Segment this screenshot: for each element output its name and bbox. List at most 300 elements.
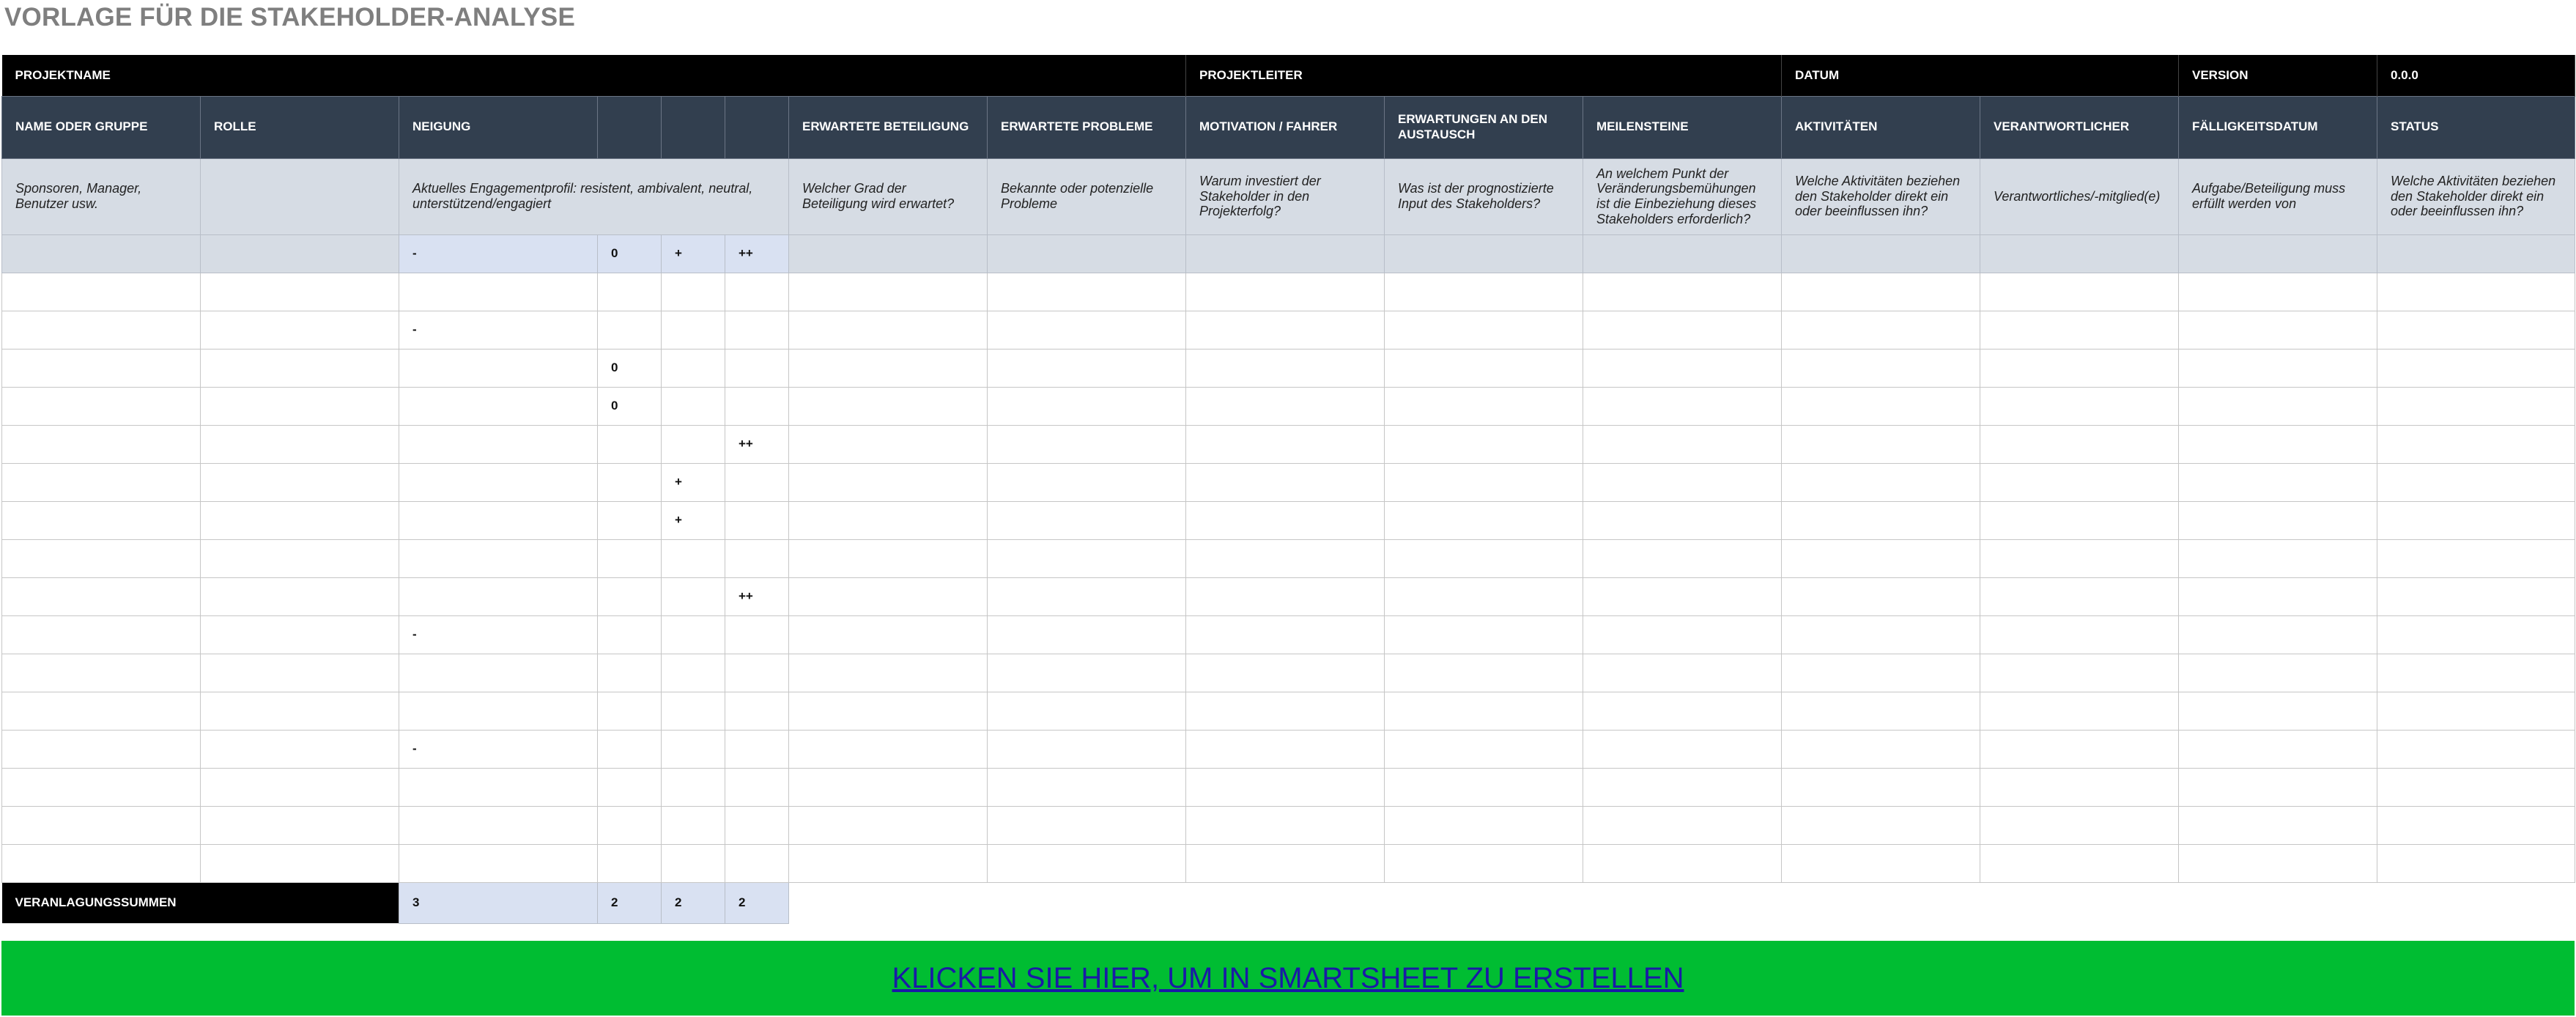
cell-name[interactable] (2, 425, 201, 463)
cell-text[interactable] (1782, 273, 1980, 311)
cell-zero[interactable] (598, 311, 662, 349)
cell-plusplus[interactable] (725, 844, 789, 882)
cell-text[interactable] (1385, 463, 1583, 501)
cell-minus[interactable] (399, 349, 598, 387)
cell-text[interactable] (1782, 425, 1980, 463)
cell-minus[interactable] (399, 539, 598, 577)
cell-name[interactable] (2, 387, 201, 425)
cell-text[interactable] (1385, 311, 1583, 349)
cell-text[interactable] (1980, 387, 2179, 425)
cell-text[interactable] (2179, 577, 2377, 615)
cell-text[interactable] (2377, 387, 2575, 425)
cell-minus[interactable] (399, 577, 598, 615)
smartsheet-link[interactable]: KLICKEN SIE HIER, UM IN SMARTSHEET ZU ERSTELLEN (892, 961, 1684, 994)
cell-minus[interactable] (399, 387, 598, 425)
cell-name[interactable] (2, 311, 201, 349)
cell-plusplus[interactable] (725, 654, 789, 692)
cell-rolle[interactable] (201, 806, 399, 844)
cell-rolle[interactable] (201, 768, 399, 806)
table-row (2, 806, 2575, 844)
cell-text[interactable] (2377, 273, 2575, 311)
cell-text[interactable] (1980, 577, 2179, 615)
header-rolle: ROLLE (201, 96, 399, 158)
cell-minus[interactable]: - (399, 311, 598, 349)
cell-text[interactable] (988, 615, 1186, 654)
cell-plus[interactable] (662, 273, 725, 311)
cell-text[interactable] (2377, 806, 2575, 844)
cell-text[interactable] (1186, 311, 1385, 349)
cell-text[interactable] (1583, 501, 1782, 539)
cell-text[interactable] (2179, 654, 2377, 692)
cell-text[interactable] (2377, 539, 2575, 577)
cell-text[interactable] (2179, 349, 2377, 387)
cell-text[interactable] (789, 349, 988, 387)
header-meilensteine: MEILENSTEINE (1583, 96, 1782, 158)
cell-rolle[interactable] (201, 349, 399, 387)
cell-zero[interactable] (598, 730, 662, 768)
cell-text[interactable] (1980, 463, 2179, 501)
cell-text[interactable] (2377, 349, 2575, 387)
header-status: STATUS (2377, 96, 2575, 158)
total-minus: 3 (399, 882, 598, 923)
cell-text[interactable] (1186, 768, 1385, 806)
cell-text[interactable] (1583, 425, 1782, 463)
desc-meilensteine: An welchem Punkt der Veränderungsbemühungen ist die Einbeziehung dieses Stakeholders erforderlich? (1583, 158, 1782, 234)
cell-text[interactable] (1583, 539, 1782, 577)
cell-text[interactable] (988, 463, 1186, 501)
cell-text[interactable] (2179, 615, 2377, 654)
cell-plus[interactable] (662, 311, 725, 349)
cell-rolle[interactable] (201, 501, 399, 539)
cell-text[interactable] (1186, 273, 1385, 311)
cell-text[interactable] (1980, 501, 2179, 539)
scale-minus: - (399, 234, 598, 273)
cell-text[interactable] (988, 806, 1186, 844)
cell-text[interactable] (1186, 425, 1385, 463)
cell-text[interactable] (789, 501, 988, 539)
cell-text[interactable] (2179, 539, 2377, 577)
cell-text[interactable] (789, 654, 988, 692)
version-label: VERSION (2179, 55, 2377, 96)
column-header-row (2, 96, 2575, 158)
description-row (2, 158, 2575, 234)
table-row (2, 273, 2575, 311)
cell-text[interactable] (1385, 768, 1583, 806)
header-beteiligung: ERWARTETE BETEILIGUNG (789, 96, 988, 158)
cell-text[interactable] (1583, 349, 1782, 387)
cell-minus[interactable] (399, 425, 598, 463)
cell-rolle[interactable] (201, 730, 399, 768)
cell-rolle[interactable] (201, 577, 399, 615)
cell-text[interactable] (1782, 311, 1980, 349)
table-row (2, 349, 2575, 387)
cell-plus[interactable] (662, 768, 725, 806)
cell-text[interactable] (2179, 768, 2377, 806)
cell-text[interactable] (789, 768, 988, 806)
cell-text[interactable] (1186, 577, 1385, 615)
cell-text[interactable] (2179, 273, 2377, 311)
cell-text[interactable] (1782, 730, 1980, 768)
cell-zero[interactable] (598, 654, 662, 692)
header-neigung: NEIGUNG (399, 96, 598, 158)
cell-zero[interactable]: 0 (598, 349, 662, 387)
cell-text[interactable] (1782, 539, 1980, 577)
scale-blank-name (2, 234, 201, 273)
cell-plusplus[interactable] (725, 806, 789, 844)
cell-name[interactable] (2, 501, 201, 539)
version-value[interactable]: 0.0.0 (2377, 55, 2575, 96)
desc-erwartungen: Was ist der prognostizierte Input des Stakeholders? (1385, 158, 1583, 234)
cell-text[interactable] (2179, 730, 2377, 768)
cell-text[interactable] (1186, 730, 1385, 768)
cell-text[interactable] (789, 273, 988, 311)
scale-zero: 0 (598, 234, 662, 273)
cell-minus[interactable] (399, 768, 598, 806)
cell-name[interactable] (2, 654, 201, 692)
cell-text[interactable] (789, 806, 988, 844)
cell-text[interactable] (988, 577, 1186, 615)
cell-minus[interactable] (399, 806, 598, 844)
cell-text[interactable] (1583, 311, 1782, 349)
cell-text[interactable] (1385, 387, 1583, 425)
cell-text[interactable] (1385, 615, 1583, 654)
cell-text[interactable] (789, 311, 988, 349)
project-lead-label[interactable]: PROJEKTLEITER (1186, 55, 1782, 96)
cell-text[interactable] (988, 311, 1186, 349)
cell-text[interactable] (789, 692, 988, 730)
cell-name[interactable] (2, 615, 201, 654)
cell-text[interactable] (1385, 844, 1583, 882)
cell-plus[interactable] (662, 730, 725, 768)
cell-text[interactable] (988, 654, 1186, 692)
cell-text[interactable] (2377, 654, 2575, 692)
cell-plusplus[interactable] (725, 615, 789, 654)
header-blank-3 (725, 96, 789, 158)
cell-text[interactable] (1186, 654, 1385, 692)
cell-zero[interactable] (598, 615, 662, 654)
total-plusplus: 2 (725, 882, 789, 923)
cell-text[interactable] (1583, 463, 1782, 501)
desc-beteiligung: Welcher Grad der Beteiligung wird erwartet? (789, 158, 988, 234)
desc-motivation: Warum investiert der Stakeholder in den Projekterfolg? (1186, 158, 1385, 234)
header-blank-2 (662, 96, 725, 158)
cell-text[interactable] (789, 539, 988, 577)
cell-text[interactable] (1980, 615, 2179, 654)
cell-plus[interactable] (662, 806, 725, 844)
cell-minus[interactable] (399, 501, 598, 539)
cell-text[interactable] (1186, 844, 1385, 882)
cell-text[interactable] (1782, 463, 1980, 501)
cell-text[interactable] (988, 539, 1186, 577)
header-verantwortlicher: VERANTWORTLICHER (1980, 96, 2179, 158)
cell-text[interactable] (789, 577, 988, 615)
cell-name[interactable] (2, 577, 201, 615)
cell-rolle[interactable] (201, 844, 399, 882)
totals-row (2, 882, 2575, 923)
cell-plusplus[interactable] (725, 463, 789, 501)
cell-text[interactable] (789, 730, 988, 768)
cell-text[interactable] (1186, 463, 1385, 501)
cell-plus[interactable] (662, 844, 725, 882)
cell-text[interactable] (1782, 844, 1980, 882)
cell-rolle[interactable] (201, 463, 399, 501)
cell-text[interactable] (1782, 768, 1980, 806)
header-motivation: MOTIVATION / FAHRER (1186, 96, 1385, 158)
cell-minus[interactable] (399, 273, 598, 311)
cell-text[interactable] (988, 692, 1186, 730)
cell-plus[interactable]: + (662, 501, 725, 539)
totals-label: VERANLAGUNGSSUMMEN (2, 882, 399, 923)
cell-name[interactable] (2, 692, 201, 730)
cell-zero[interactable] (598, 425, 662, 463)
table-row (2, 768, 2575, 806)
cell-text[interactable] (1186, 806, 1385, 844)
cell-zero[interactable] (598, 806, 662, 844)
cell-text[interactable] (1782, 806, 1980, 844)
cell-rolle[interactable] (201, 539, 399, 577)
cell-text[interactable] (1782, 501, 1980, 539)
cell-zero[interactable] (598, 844, 662, 882)
cell-name[interactable] (2, 730, 201, 768)
date-label[interactable]: DATUM (1782, 55, 2179, 96)
cell-name[interactable] (2, 463, 201, 501)
cell-plus[interactable] (662, 692, 725, 730)
cell-minus[interactable]: - (399, 615, 598, 654)
cell-zero[interactable] (598, 463, 662, 501)
cell-text[interactable] (2179, 425, 2377, 463)
cell-text[interactable] (1980, 768, 2179, 806)
cell-plusplus[interactable]: ++ (725, 577, 789, 615)
cell-text[interactable] (1583, 273, 1782, 311)
table-row (2, 387, 2575, 425)
cell-text[interactable] (2377, 577, 2575, 615)
table-row (2, 501, 2575, 539)
cell-text[interactable] (2179, 806, 2377, 844)
cell-text[interactable] (2377, 311, 2575, 349)
cell-text[interactable] (2179, 463, 2377, 501)
cell-plus[interactable] (662, 577, 725, 615)
cell-text[interactable] (1186, 501, 1385, 539)
cell-text[interactable] (1385, 654, 1583, 692)
cell-text[interactable] (1782, 577, 1980, 615)
cell-text[interactable] (2377, 425, 2575, 463)
cell-text[interactable] (1782, 692, 1980, 730)
cell-minus[interactable] (399, 844, 598, 882)
cell-text[interactable] (789, 615, 988, 654)
cell-text[interactable] (1980, 539, 2179, 577)
cell-name[interactable] (2, 844, 201, 882)
cell-plus[interactable] (662, 387, 725, 425)
table-row (2, 311, 2575, 349)
cell-text[interactable] (2179, 692, 2377, 730)
cell-text[interactable] (988, 501, 1186, 539)
header-probleme: ERWARTETE PROBLEME (988, 96, 1186, 158)
cell-plus[interactable] (662, 425, 725, 463)
total-plus: 2 (662, 882, 725, 923)
desc-rolle (201, 158, 399, 234)
table-row (2, 692, 2575, 730)
cell-text[interactable] (2377, 730, 2575, 768)
desc-verantwortlicher: Verantwortliches/-mitglied(e) (1980, 158, 2179, 234)
cell-text[interactable] (1980, 844, 2179, 882)
cell-text[interactable] (1782, 615, 1980, 654)
cell-text[interactable] (1385, 501, 1583, 539)
cell-zero[interactable] (598, 539, 662, 577)
cell-name[interactable] (2, 273, 201, 311)
cell-text[interactable] (2377, 692, 2575, 730)
cell-plus[interactable] (662, 654, 725, 692)
cell-minus[interactable] (399, 654, 598, 692)
cell-text[interactable] (1583, 654, 1782, 692)
cell-plus[interactable]: + (662, 463, 725, 501)
table-row (2, 615, 2575, 654)
cell-plus[interactable] (662, 349, 725, 387)
cell-text[interactable] (1980, 349, 2179, 387)
cell-minus[interactable]: - (399, 730, 598, 768)
cell-text[interactable] (1583, 387, 1782, 425)
cell-text[interactable] (1782, 349, 1980, 387)
cell-zero[interactable] (598, 768, 662, 806)
cell-text[interactable] (789, 425, 988, 463)
cell-text[interactable] (1782, 654, 1980, 692)
cell-name[interactable] (2, 768, 201, 806)
cell-zero[interactable] (598, 692, 662, 730)
cell-text[interactable] (1782, 387, 1980, 425)
cell-text[interactable] (1186, 539, 1385, 577)
table-row (2, 844, 2575, 882)
cell-text[interactable] (2377, 615, 2575, 654)
cell-text[interactable] (1583, 577, 1782, 615)
page-title: VORLAGE FÜR DIE STAKEHOLDER-ANALYSE (4, 3, 575, 32)
smartsheet-banner[interactable] (1, 941, 2575, 1016)
cell-text[interactable] (1980, 692, 2179, 730)
desc-probleme: Bekannte oder potenzielle Probleme (988, 158, 1186, 234)
cell-name[interactable] (2, 349, 201, 387)
cell-rolle[interactable] (201, 387, 399, 425)
cell-text[interactable] (1583, 768, 1782, 806)
cell-plus[interactable] (662, 615, 725, 654)
cell-text[interactable] (1980, 806, 2179, 844)
cell-text[interactable] (789, 844, 988, 882)
cell-text[interactable] (1980, 273, 2179, 311)
header-erwartungen: ERWARTUNGEN AN DEN AUSTAUSCH (1385, 96, 1583, 158)
cell-plusplus[interactable] (725, 768, 789, 806)
cell-text[interactable] (789, 463, 988, 501)
cell-zero[interactable]: 0 (598, 387, 662, 425)
cell-text[interactable] (1385, 349, 1583, 387)
total-zero: 2 (598, 882, 662, 923)
cell-text[interactable] (2377, 501, 2575, 539)
table-row (2, 425, 2575, 463)
cell-zero[interactable] (598, 577, 662, 615)
cell-text[interactable] (1980, 311, 2179, 349)
cell-rolle[interactable] (201, 311, 399, 349)
cell-text[interactable] (988, 273, 1186, 311)
cell-plusplus[interactable] (725, 730, 789, 768)
cell-text[interactable] (988, 730, 1186, 768)
cell-minus[interactable] (399, 692, 598, 730)
cell-plusplus[interactable] (725, 311, 789, 349)
cell-rolle[interactable] (201, 615, 399, 654)
cell-text[interactable] (1186, 692, 1385, 730)
header-blank-1 (598, 96, 662, 158)
cell-text[interactable] (789, 387, 988, 425)
cell-text[interactable] (1186, 349, 1385, 387)
cell-text[interactable] (1583, 806, 1782, 844)
cell-text[interactable] (988, 844, 1186, 882)
scale-plus: + (662, 234, 725, 273)
cell-plusplus[interactable] (725, 501, 789, 539)
cell-text[interactable] (2179, 501, 2377, 539)
cell-text[interactable] (2377, 844, 2575, 882)
cell-rolle[interactable] (201, 654, 399, 692)
cell-text[interactable] (1980, 654, 2179, 692)
cell-plusplus[interactable] (725, 387, 789, 425)
desc-aktivitaeten: Welche Aktivitäten beziehen den Stakeholder direkt ein oder beeinflussen ihn? (1782, 158, 1980, 234)
cell-plusplus[interactable] (725, 349, 789, 387)
cell-text[interactable] (1385, 539, 1583, 577)
desc-name: Sponsoren, Manager, Benutzer usw. (2, 158, 201, 234)
desc-faelligkeit: Aufgabe/Beteiligung muss erfüllt werden von (2179, 158, 2377, 234)
cell-plusplus[interactable] (725, 692, 789, 730)
cell-plusplus[interactable] (725, 273, 789, 311)
project-info-row (2, 55, 2575, 96)
cell-text[interactable] (2179, 311, 2377, 349)
cell-text[interactable] (1385, 425, 1583, 463)
cell-text[interactable] (1385, 806, 1583, 844)
cell-zero[interactable] (598, 273, 662, 311)
cell-plus[interactable] (662, 539, 725, 577)
totals-blank (789, 882, 2575, 923)
desc-neigung: Aktuelles Engagementprofil: resistent, ambivalent, neutral, unterstützend/engagiert (399, 158, 789, 234)
table-row (2, 577, 2575, 615)
cell-plusplus[interactable]: ++ (725, 425, 789, 463)
table-row (2, 539, 2575, 577)
cell-zero[interactable] (598, 501, 662, 539)
project-name-label[interactable]: PROJEKTNAME (2, 55, 1186, 96)
cell-text[interactable] (1583, 730, 1782, 768)
cell-text[interactable] (1980, 425, 2179, 463)
cell-text[interactable] (1186, 387, 1385, 425)
cell-text[interactable] (1385, 577, 1583, 615)
cell-text[interactable] (988, 425, 1186, 463)
cell-text[interactable] (1583, 615, 1782, 654)
cell-name[interactable] (2, 806, 201, 844)
cell-text[interactable] (1385, 273, 1583, 311)
scale-plusplus: ++ (725, 234, 789, 273)
cell-text[interactable] (1583, 844, 1782, 882)
cell-minus[interactable] (399, 463, 598, 501)
cell-rolle[interactable] (201, 425, 399, 463)
inclination-scale-row (2, 234, 2575, 273)
cell-text[interactable] (2179, 844, 2377, 882)
cell-text[interactable] (2377, 768, 2575, 806)
cell-rolle[interactable] (201, 273, 399, 311)
cell-text[interactable] (1980, 730, 2179, 768)
cell-text[interactable] (1385, 730, 1583, 768)
cell-text[interactable] (1186, 615, 1385, 654)
cell-text[interactable] (988, 768, 1186, 806)
cell-text[interactable] (2179, 387, 2377, 425)
cell-text[interactable] (988, 387, 1186, 425)
cell-plusplus[interactable] (725, 539, 789, 577)
cell-name[interactable] (2, 539, 201, 577)
cell-text[interactable] (988, 349, 1186, 387)
cell-rolle[interactable] (201, 692, 399, 730)
cell-text[interactable] (2377, 463, 2575, 501)
cell-text[interactable] (1385, 692, 1583, 730)
cell-text[interactable] (1583, 692, 1782, 730)
